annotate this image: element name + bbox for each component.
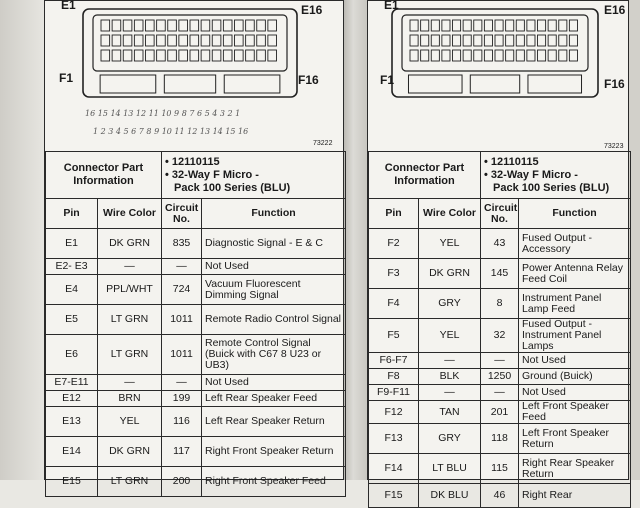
function-cell: Right Front Speaker Feed bbox=[202, 467, 346, 497]
circuit-number-cell: 32 bbox=[481, 319, 519, 353]
circuit-number-cell: 116 bbox=[162, 407, 202, 437]
table-row bbox=[369, 353, 631, 369]
table-row bbox=[369, 484, 631, 508]
pin-cavity bbox=[527, 35, 535, 46]
header-function: Function bbox=[519, 199, 631, 229]
pin-cavity bbox=[495, 35, 503, 46]
connector-drawing bbox=[368, 1, 630, 151]
function-cell: Left Rear Speaker Return bbox=[202, 407, 346, 437]
pin-cavity bbox=[223, 20, 232, 31]
pin-cavity bbox=[431, 35, 439, 46]
circuit-number-cell: 118 bbox=[481, 424, 519, 454]
pin-cavity bbox=[421, 20, 429, 31]
pin-cavity bbox=[223, 35, 232, 46]
pin-cavity bbox=[157, 35, 166, 46]
pin-cavity bbox=[168, 20, 177, 31]
pin-cavity bbox=[453, 20, 461, 31]
pin-cavity bbox=[190, 20, 199, 31]
wire-color-cell: — bbox=[98, 259, 162, 275]
pin-cavity bbox=[516, 35, 524, 46]
circuit-number-cell: 200 bbox=[162, 467, 202, 497]
table-row bbox=[46, 375, 346, 391]
pin-cavity bbox=[268, 50, 277, 61]
wire-color-cell: LT GRN bbox=[98, 305, 162, 335]
pin-cavity bbox=[101, 35, 110, 46]
table-row bbox=[369, 259, 631, 289]
function-cell: Not Used bbox=[519, 385, 631, 401]
function-cell: Not Used bbox=[519, 353, 631, 369]
wire-color-cell: — bbox=[98, 375, 162, 391]
pin-cavity bbox=[123, 20, 132, 31]
pin-cavity bbox=[179, 20, 188, 31]
pin-cavity bbox=[569, 35, 577, 46]
wire-color-cell: DK BLU bbox=[419, 484, 481, 508]
part-description: • 32-Way F Micro - bbox=[484, 168, 578, 181]
part-description: • 32-Way F Micro - bbox=[165, 168, 259, 181]
connector-latch bbox=[528, 75, 582, 93]
pin-cavity bbox=[146, 50, 155, 61]
pin-cavity bbox=[559, 20, 567, 31]
wire-color-cell: DK GRN bbox=[98, 437, 162, 467]
wire-color-cell: LT GRN bbox=[98, 335, 162, 375]
pin-cavity bbox=[538, 20, 546, 31]
pin-cavity bbox=[201, 50, 210, 61]
pin-cavity bbox=[506, 20, 514, 31]
circuit-number-cell: 724 bbox=[162, 275, 202, 305]
pin-cavity bbox=[548, 35, 556, 46]
wire-color-cell: PPL/WHT bbox=[98, 275, 162, 305]
pin-cavity bbox=[257, 50, 266, 61]
connector-info-label: Connector Part Information bbox=[369, 152, 481, 199]
pin-cavity bbox=[235, 35, 244, 46]
pin-cavity bbox=[538, 50, 546, 61]
pin-cavity bbox=[157, 50, 166, 61]
connector-info-label: Connector Part Information bbox=[46, 152, 162, 199]
pin-cavity bbox=[442, 50, 450, 61]
pin-cavity bbox=[246, 35, 255, 46]
pin-cavity bbox=[516, 20, 524, 31]
table-row bbox=[369, 289, 631, 319]
pin-label-f1: F1 bbox=[380, 73, 395, 87]
pin-cavity bbox=[431, 50, 439, 61]
table-row bbox=[46, 305, 346, 335]
table-row bbox=[369, 454, 631, 484]
connector-latch bbox=[164, 75, 215, 93]
pin-cavity bbox=[146, 35, 155, 46]
pin-cavity bbox=[410, 35, 418, 46]
circuit-number-cell: 8 bbox=[481, 289, 519, 319]
header-function: Function bbox=[202, 199, 346, 229]
pin-cavity bbox=[421, 50, 429, 61]
table-row bbox=[369, 385, 631, 401]
pin-cell: F4 bbox=[369, 289, 419, 319]
pin-label-e1: E1 bbox=[384, 0, 399, 12]
wire-color-cell: BLK bbox=[419, 369, 481, 385]
connector-latch bbox=[100, 75, 156, 93]
pin-cell: E14 bbox=[46, 437, 98, 467]
handwritten-pin-numbers: 16 15 14 13 12 11 10 9 8 7 6 5 4 3 2 1 bbox=[85, 109, 241, 118]
function-cell: Not Used bbox=[202, 259, 346, 275]
pin-cavity bbox=[506, 50, 514, 61]
pin-cavity bbox=[257, 20, 266, 31]
connector-part-numbers bbox=[481, 152, 631, 199]
pin-cavity bbox=[268, 20, 277, 31]
pin-cavity bbox=[246, 20, 255, 31]
pin-cavity bbox=[101, 20, 110, 31]
pin-cavity bbox=[190, 50, 199, 61]
part-series: Pack 100 Series (BLU) bbox=[493, 181, 610, 194]
pin-cell: E15 bbox=[46, 467, 98, 497]
function-cell: Right Rear Speaker Return bbox=[519, 454, 631, 484]
pin-cavity bbox=[134, 35, 143, 46]
pin-cavity bbox=[157, 20, 166, 31]
pin-cavity bbox=[112, 20, 121, 31]
function-cell: Remote Radio Control Signal bbox=[202, 305, 346, 335]
pin-cavity bbox=[146, 20, 155, 31]
pin-label-e1: E1 bbox=[61, 0, 76, 12]
pin-cell: E7-E11 bbox=[46, 375, 98, 391]
table-row bbox=[369, 369, 631, 385]
pin-cavity bbox=[235, 20, 244, 31]
pin-cavity bbox=[527, 20, 535, 31]
table-row bbox=[46, 391, 346, 407]
pin-cavity bbox=[257, 35, 266, 46]
function-cell: Instrument Panel Lamp Feed bbox=[519, 289, 631, 319]
pin-cell: F8 bbox=[369, 369, 419, 385]
pin-cavity bbox=[569, 20, 577, 31]
pin-cell: E12 bbox=[46, 391, 98, 407]
wire-color-cell: GRY bbox=[419, 424, 481, 454]
pin-cavity bbox=[484, 50, 492, 61]
wire-color-cell: YEL bbox=[419, 229, 481, 259]
table-row bbox=[46, 437, 346, 467]
pin-label-f1: F1 bbox=[59, 71, 74, 85]
part-number: • 12110115 bbox=[484, 155, 539, 168]
table-row bbox=[46, 467, 346, 497]
table-row bbox=[46, 335, 346, 375]
pin-cavity bbox=[235, 50, 244, 61]
pin-cavity bbox=[453, 35, 461, 46]
connector-info-row bbox=[369, 152, 631, 199]
pin-cavity bbox=[134, 20, 143, 31]
pin-cavity bbox=[223, 50, 232, 61]
wire-color-cell: DK GRN bbox=[98, 229, 162, 259]
circuit-number-cell: — bbox=[162, 375, 202, 391]
pin-cell: E13 bbox=[46, 407, 98, 437]
table-header-row bbox=[46, 199, 346, 229]
table-row bbox=[46, 275, 346, 305]
pin-cavity bbox=[442, 20, 450, 31]
pin-cell: E1 bbox=[46, 229, 98, 259]
table-row bbox=[46, 407, 346, 437]
pin-cell: F13 bbox=[369, 424, 419, 454]
function-cell: Fused Output - Accessory bbox=[519, 229, 631, 259]
wire-color-cell: GRY bbox=[419, 289, 481, 319]
pin-cavity bbox=[212, 35, 221, 46]
circuit-number-cell: 201 bbox=[481, 401, 519, 424]
pin-cavity bbox=[410, 50, 418, 61]
pin-cavity bbox=[201, 20, 210, 31]
connector-diagram-left bbox=[45, 1, 343, 152]
pinout-table-right bbox=[368, 151, 631, 508]
pin-cavity bbox=[516, 50, 524, 61]
wire-color-cell: LT GRN bbox=[98, 467, 162, 497]
pin-cavity bbox=[527, 50, 535, 61]
function-cell: Fused Output - Instrument Panel Lamps bbox=[519, 319, 631, 353]
figure-number: 73223 bbox=[604, 143, 624, 150]
table-row bbox=[369, 424, 631, 454]
pin-cavity bbox=[559, 50, 567, 61]
pin-cavity bbox=[474, 35, 482, 46]
connector-latch bbox=[408, 75, 462, 93]
figure-number: 73222 bbox=[313, 140, 333, 147]
header-wire-color: Wire Color bbox=[98, 199, 162, 229]
pin-cell: E6 bbox=[46, 335, 98, 375]
table-row bbox=[369, 401, 631, 424]
pin-cell: F12 bbox=[369, 401, 419, 424]
pin-cavity bbox=[442, 35, 450, 46]
circuit-number-cell: 117 bbox=[162, 437, 202, 467]
pin-cell: E4 bbox=[46, 275, 98, 305]
pin-cavity bbox=[201, 35, 210, 46]
pin-cavity bbox=[538, 35, 546, 46]
pin-cavity bbox=[168, 50, 177, 61]
circuit-number-cell: — bbox=[481, 353, 519, 369]
right-connector-page bbox=[367, 0, 629, 501]
function-cell: Remote Control Signal (Buick with C67 8 U23 or UB3) bbox=[202, 335, 346, 375]
circuit-number-cell: 199 bbox=[162, 391, 202, 407]
circuit-number-cell: 43 bbox=[481, 229, 519, 259]
circuit-number-cell: 1011 bbox=[162, 335, 202, 375]
wire-color-cell: DK GRN bbox=[419, 259, 481, 289]
wire-color-cell: BRN bbox=[98, 391, 162, 407]
book-gutter bbox=[344, 0, 367, 480]
pin-cell: F3 bbox=[369, 259, 419, 289]
pin-cell: F15 bbox=[369, 484, 419, 508]
wire-color-cell: YEL bbox=[419, 319, 481, 353]
connector-latch bbox=[470, 75, 519, 93]
table-row bbox=[46, 259, 346, 275]
pin-cell: F6-F7 bbox=[369, 353, 419, 369]
circuit-number-cell: 145 bbox=[481, 259, 519, 289]
page-margin-left bbox=[0, 0, 44, 480]
pin-cavity bbox=[559, 35, 567, 46]
handwritten-pin-numbers: 1 2 3 4 5 6 7 8 9 10 11 12 13 14 15 16 bbox=[93, 127, 249, 136]
pin-cavity bbox=[474, 50, 482, 61]
pin-cavity bbox=[453, 50, 461, 61]
part-number: • 12110115 bbox=[165, 155, 220, 168]
pin-label-f16: F16 bbox=[298, 73, 319, 87]
connector-latch bbox=[224, 75, 280, 93]
circuit-number-cell: 46 bbox=[481, 484, 519, 508]
pin-cell: F2 bbox=[369, 229, 419, 259]
pin-cavity bbox=[101, 50, 110, 61]
pin-cavity bbox=[212, 20, 221, 31]
header-pin: Pin bbox=[46, 199, 98, 229]
pin-cavity bbox=[112, 35, 121, 46]
table-row bbox=[46, 229, 346, 259]
connector-part-numbers bbox=[162, 152, 346, 199]
wire-color-cell: YEL bbox=[98, 407, 162, 437]
function-cell: Left Front Speaker Feed bbox=[519, 401, 631, 424]
pin-cavity bbox=[463, 35, 471, 46]
pin-cavity bbox=[410, 20, 418, 31]
pin-cavity bbox=[548, 20, 556, 31]
header-wire-color: Wire Color bbox=[419, 199, 481, 229]
pin-cavity bbox=[421, 35, 429, 46]
pin-cavity bbox=[134, 50, 143, 61]
pin-cavity bbox=[123, 50, 132, 61]
function-cell: Vacuum Fluorescent Dimming Signal bbox=[202, 275, 346, 305]
header-circuit-no: Circuit No. bbox=[481, 199, 519, 229]
pin-cavity bbox=[190, 35, 199, 46]
pin-cavity bbox=[484, 20, 492, 31]
circuit-number-cell: — bbox=[481, 385, 519, 401]
circuit-number-cell: — bbox=[162, 259, 202, 275]
function-cell: Right Front Speaker Return bbox=[202, 437, 346, 467]
pin-cell: F5 bbox=[369, 319, 419, 353]
pin-cavity bbox=[168, 35, 177, 46]
pin-cavity bbox=[463, 50, 471, 61]
circuit-number-cell: 1011 bbox=[162, 305, 202, 335]
function-cell: Left Rear Speaker Feed bbox=[202, 391, 346, 407]
table-row bbox=[369, 319, 631, 353]
table-row bbox=[369, 229, 631, 259]
pin-label-e16: E16 bbox=[604, 3, 626, 17]
pin-cavity bbox=[569, 50, 577, 61]
function-cell: Ground (Buick) bbox=[519, 369, 631, 385]
pin-cavity bbox=[506, 35, 514, 46]
pin-cavity bbox=[548, 50, 556, 61]
pin-cell: E2- E3 bbox=[46, 259, 98, 275]
pin-cavity bbox=[112, 50, 121, 61]
pin-cavity bbox=[179, 35, 188, 46]
part-series: Pack 100 Series (BLU) bbox=[174, 181, 291, 194]
pin-label-e16: E16 bbox=[301, 3, 323, 17]
function-cell: Not Used bbox=[202, 375, 346, 391]
circuit-number-cell: 1250 bbox=[481, 369, 519, 385]
pin-cavity bbox=[495, 50, 503, 61]
pin-cell: E5 bbox=[46, 305, 98, 335]
table-header-row bbox=[369, 199, 631, 229]
pin-cavity bbox=[463, 20, 471, 31]
pin-cavity bbox=[474, 20, 482, 31]
pin-cavity bbox=[484, 35, 492, 46]
pin-cavity bbox=[431, 20, 439, 31]
function-cell: Left Front Speaker Return bbox=[519, 424, 631, 454]
pin-cavity bbox=[179, 50, 188, 61]
wire-color-cell: LT BLU bbox=[419, 454, 481, 484]
connector-info-row bbox=[46, 152, 346, 199]
function-cell: Diagnostic Signal - E & C bbox=[202, 229, 346, 259]
pin-cell: F9-F11 bbox=[369, 385, 419, 401]
pin-cavity bbox=[123, 35, 132, 46]
pin-cavity bbox=[495, 20, 503, 31]
header-pin: Pin bbox=[369, 199, 419, 229]
circuit-number-cell: 835 bbox=[162, 229, 202, 259]
pin-cavity bbox=[212, 50, 221, 61]
pin-cavity bbox=[268, 35, 277, 46]
header-circuit-no: Circuit No. bbox=[162, 199, 202, 229]
wire-color-cell: TAN bbox=[419, 401, 481, 424]
pin-cavity bbox=[246, 50, 255, 61]
pinout-table-left bbox=[45, 151, 346, 497]
circuit-number-cell: 115 bbox=[481, 454, 519, 484]
wire-color-cell: — bbox=[419, 353, 481, 369]
function-cell: Power Antenna Relay Feed Coil bbox=[519, 259, 631, 289]
pin-label-f16: F16 bbox=[604, 77, 625, 91]
wire-color-cell: — bbox=[419, 385, 481, 401]
connector-diagram-right bbox=[368, 1, 628, 152]
left-connector-page bbox=[44, 0, 344, 487]
function-cell: Right Rear bbox=[519, 484, 631, 508]
pin-cell: F14 bbox=[369, 454, 419, 484]
